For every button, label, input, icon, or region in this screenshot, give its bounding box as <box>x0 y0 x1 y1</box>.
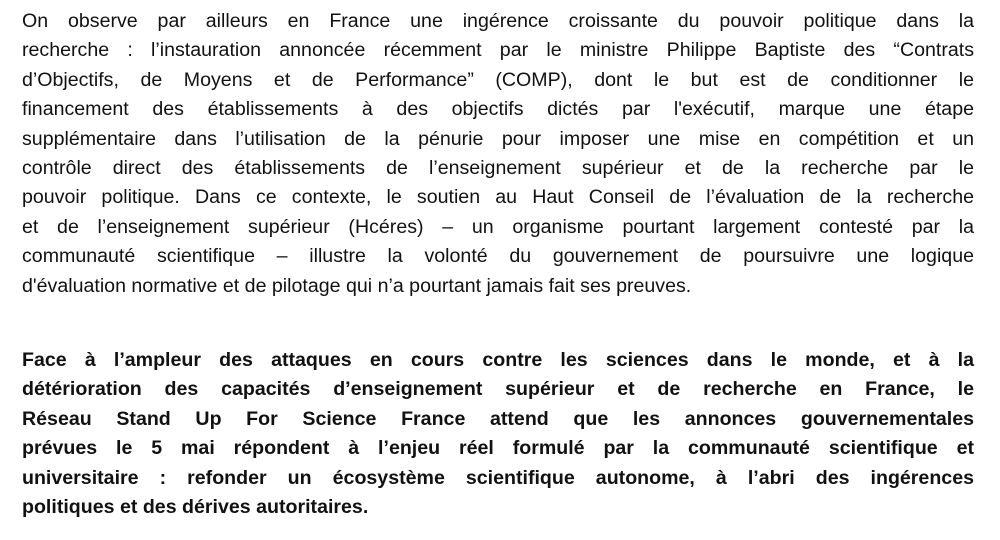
text-line: recherche : l’instauration annoncée récemment par le ministre Philippe Baptiste des “Contrats <box>22 39 974 62</box>
text-line: contrôle direct des établissements de l’enseignement supérieur et de la recherche par le <box>22 157 974 180</box>
text-line: Réseau Stand Up For Science France attend que les annonces gouvernementales <box>22 407 974 430</box>
text-line: et de l’enseignement supérieur (Hcéres) – un organisme pourtant largement contesté par la <box>22 215 974 238</box>
text-line: politiques et des dérives autoritaires. <box>22 496 369 519</box>
paragraph-bold-statement <box>22 346 974 522</box>
text-line: prévues le 5 mai répondent à l’enjeu réel formulé par la communauté scientifique et <box>22 437 974 460</box>
text-line: d'évaluation normative et de pilotage qui n’a pourtant jamais fait ses preuves. <box>22 274 692 297</box>
text-line: supplémentaire dans l’utilisation de la pénurie pour imposer une mise en compétition et un <box>22 127 974 150</box>
text-line: Face à l’ampleur des attaques en cours contre les sciences dans le monde, et à la <box>22 349 974 371</box>
paragraph-political-interference <box>22 7 974 301</box>
text-line: communauté scientifique – illustre la volonté du gouvernement de poursuivre une logique <box>22 245 974 268</box>
text-line: universitaire : refonder un écosystème scientifique autonome, à l’abri des ingérences <box>22 466 974 489</box>
text-line: financement des établissements à des objectifs dictés par l'exécutif, marque une étape <box>22 98 974 121</box>
text-line: pouvoir politique. Dans ce contexte, le soutien au Haut Conseil de l’évaluation de la recherche <box>22 186 974 209</box>
text-line: On observe par ailleurs en France une ingérence croissante du pouvoir politique dans la <box>22 10 974 32</box>
text-line: d’Objectifs, de Moyens et de Performance” (COMP), dont le but est de conditionner le <box>22 68 974 91</box>
text-line: détérioration des capacités d’enseignement supérieur et de recherche en France, le <box>22 378 974 401</box>
